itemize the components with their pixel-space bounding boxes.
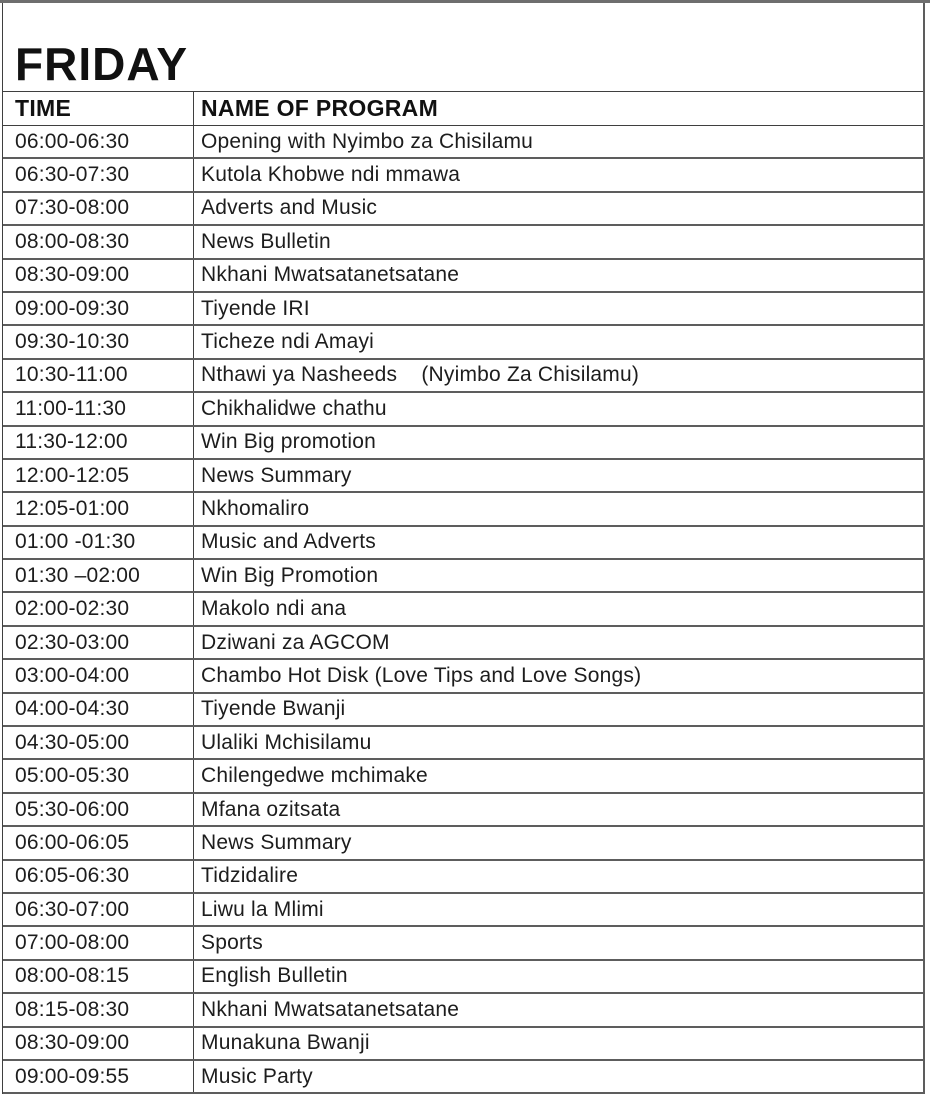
program-cell: Mfana ozitsata — [201, 797, 341, 821]
program-cell: Dziwani za AGCOM — [201, 630, 390, 654]
table-row — [3, 1061, 923, 1094]
program-cell: Chambo Hot Disk (Love Tips and Love Songs) — [201, 663, 642, 687]
time-cell: 10:30-11:00 — [3, 360, 194, 391]
program-cell: Chilengedwe mchimake — [201, 764, 428, 788]
program-cell: Tiyende IRI — [201, 296, 310, 320]
program-cell: News Summary — [201, 463, 352, 487]
time-cell: 08:30-09:00 — [3, 1028, 194, 1059]
time-cell: 04:00-04:30 — [3, 694, 194, 725]
table-row — [3, 293, 923, 326]
table-row — [3, 1028, 923, 1061]
table-row — [3, 427, 923, 460]
table-row — [3, 894, 923, 927]
table-row — [3, 994, 923, 1027]
table-row — [3, 527, 923, 560]
table-row — [3, 560, 923, 593]
table-row — [3, 493, 923, 526]
time-cell: 09:30-10:30 — [3, 326, 194, 357]
time-cell: 12:05-01:00 — [3, 493, 194, 524]
time-cell: 11:00-11:30 — [3, 393, 194, 424]
program-cell: Nkhani Mwatsatanetsatane — [201, 263, 460, 287]
program-cell: Tidzidalire — [201, 864, 299, 888]
program-cell: Tiyende Bwanji — [201, 697, 346, 721]
table-row — [3, 861, 923, 894]
table-row — [3, 159, 923, 192]
program-cell: News Summary — [201, 830, 352, 854]
table-row — [3, 326, 923, 359]
program-cell: Win Big Promotion — [201, 563, 379, 587]
time-cell: 06:00-06:30 — [3, 126, 194, 157]
time-cell: 01:30 –02:00 — [3, 560, 194, 591]
program-cell: Chikhalidwe chathu — [201, 396, 387, 420]
time-cell: 06:00-06:05 — [3, 827, 194, 858]
time-cell: 09:00-09:55 — [3, 1061, 194, 1092]
table-row — [3, 760, 923, 793]
table-row — [3, 126, 923, 159]
time-cell: 07:30-08:00 — [3, 193, 194, 224]
program-cell: Nkhani Mwatsatanetsatane — [201, 997, 460, 1021]
time-cell: 12:00-12:05 — [3, 460, 194, 491]
program-cell: Opening with Nyimbo za Chisilamu — [201, 129, 534, 153]
time-cell: 02:30-03:00 — [3, 627, 194, 658]
program-cell: Ticheze ndi Amayi — [201, 330, 375, 354]
table-row — [3, 927, 923, 960]
program-cell: Makolo ndi ana — [201, 597, 347, 621]
program-cell: English Bulletin — [201, 964, 348, 988]
program-cell: Music and Adverts — [201, 530, 376, 554]
table-row — [3, 627, 923, 660]
table-row — [3, 593, 923, 626]
time-cell: 06:05-06:30 — [3, 861, 194, 892]
time-cell: 06:30-07:30 — [3, 159, 194, 190]
time-cell: 08:15-08:30 — [3, 994, 194, 1025]
time-cell: 02:00-02:30 — [3, 593, 194, 624]
program-cell: Kutola Khobwe ndi mmawa — [201, 163, 461, 187]
table-row — [3, 660, 923, 693]
friday-schedule-table — [2, 3, 925, 1094]
table-row — [3, 794, 923, 827]
program-cell: Adverts and Music — [201, 196, 378, 220]
program-cell: Nkhomaliro — [201, 496, 310, 520]
program-cell: Munakuna Bwanji — [201, 1031, 370, 1055]
time-cell: 09:00-09:30 — [3, 293, 194, 324]
table-row — [3, 226, 923, 259]
time-cell: 03:00-04:00 — [3, 660, 194, 691]
table-header-row — [3, 92, 923, 126]
program-cell: News Bulletin — [201, 229, 331, 253]
page-title: FRIDAY — [15, 38, 188, 90]
table-row — [3, 727, 923, 760]
table-row — [3, 260, 923, 293]
day-heading-cell — [3, 3, 923, 92]
program-cell: Liwu la Mlimi — [201, 897, 324, 921]
table-row — [3, 360, 923, 393]
time-cell: 08:30-09:00 — [3, 260, 194, 291]
time-cell: 04:30-05:00 — [3, 727, 194, 758]
table-row — [3, 460, 923, 493]
time-cell: 08:00-08:30 — [3, 226, 194, 257]
time-cell: 08:00-08:15 — [3, 961, 194, 992]
time-cell: 11:30-12:00 — [3, 427, 194, 458]
time-cell: 01:00 -01:30 — [3, 527, 194, 558]
time-cell: 05:30-06:00 — [3, 794, 194, 825]
program-cell: Music Party — [201, 1064, 313, 1088]
column-header-program: NAME OF PROGRAM — [201, 95, 439, 121]
program-cell: Ulaliki Mchisilamu — [201, 730, 372, 754]
table-row — [3, 193, 923, 226]
table-row — [3, 961, 923, 994]
program-cell: Win Big promotion — [201, 430, 376, 454]
time-cell: 05:00-05:30 — [3, 760, 194, 791]
time-cell: 06:30-07:00 — [3, 894, 194, 925]
table-row — [3, 827, 923, 860]
schedule-rows — [3, 126, 923, 1094]
program-cell: Sports — [201, 931, 263, 955]
table-row — [3, 694, 923, 727]
program-cell: Nthawi ya Nasheeds (Nyimbo Za Chisilamu) — [201, 363, 640, 387]
table-row — [3, 393, 923, 426]
column-header-time: TIME — [3, 92, 194, 125]
time-cell: 07:00-08:00 — [3, 927, 194, 958]
